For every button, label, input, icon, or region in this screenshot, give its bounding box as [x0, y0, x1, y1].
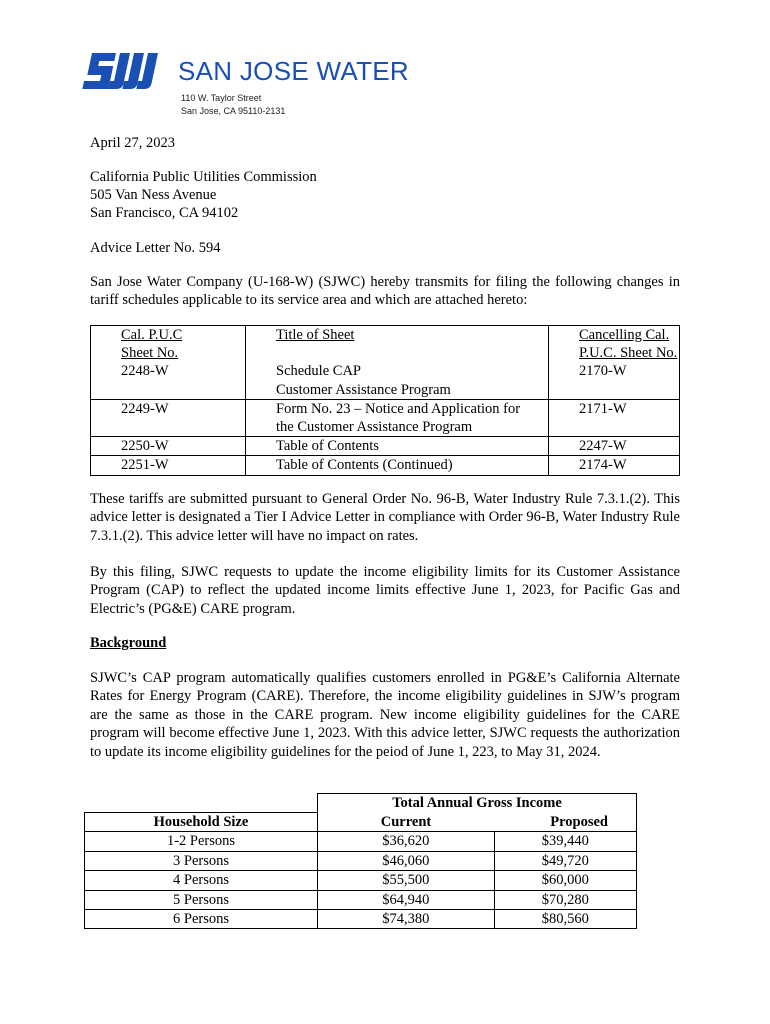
- background-heading: Background: [90, 635, 167, 651]
- income-current: $64,940: [318, 890, 495, 909]
- company-name: SAN JOSE WATER: [178, 56, 410, 86]
- recipient-line-3: San Francisco, CA 94102: [90, 205, 239, 221]
- tariff-row-1-cancelling: 2170-W: [579, 363, 627, 380]
- income-size: 5 Persons: [85, 890, 318, 909]
- header-current: Current: [318, 812, 495, 831]
- filing-paragraph: By this filing, SJWC requests to update the income eligibility limits for its Customer Assistance Program (CAP) to reflect the updated income limits effective June 1, 2023, for Pacific Gas and Electric’s (PG&E) CARE program.: [90, 564, 680, 617]
- tariff-row-3-sheet: 2250-W: [121, 438, 169, 455]
- income-proposed: $60,000: [494, 871, 637, 890]
- income-size: 1-2 Persons: [85, 832, 318, 851]
- header-sheet-line2: Sheet No.: [121, 345, 179, 362]
- address-line-1: 110 W. Taylor Street: [181, 93, 262, 103]
- income-group-header-row: [85, 794, 637, 813]
- tariff-header-row: [91, 326, 680, 400]
- tariff-row-4-sheet: 2251-W: [121, 457, 169, 474]
- tariff-header-title: [246, 326, 549, 400]
- table-row: [91, 456, 680, 475]
- tariff-row-2-cancelling: 2171-W: [579, 400, 627, 417]
- income-header-row: [85, 812, 637, 831]
- income-current: $46,060: [318, 851, 495, 870]
- income-size: 6 Persons: [85, 909, 318, 928]
- table-row: [91, 399, 680, 436]
- income-proposed: $80,560: [494, 909, 637, 928]
- tariff-row-3-title: Table of Contents: [276, 438, 379, 455]
- tariff-row-4-title: Table of Contents (Continued): [276, 457, 453, 474]
- tariff-row-1-title-line2: Customer Assistance Program: [276, 381, 451, 398]
- tariff-row-2-sheet: 2249-W: [121, 400, 169, 417]
- tariff-row-1-title-line1: Schedule CAP: [276, 363, 361, 380]
- income-table: [84, 793, 637, 929]
- table-row: [85, 890, 637, 909]
- tariff-row-2-title-line2: the Customer Assistance Program: [276, 419, 473, 436]
- tariff-header-sheet: [91, 326, 246, 400]
- header-title: Title of Sheet: [276, 327, 355, 343]
- income-proposed: $70,280: [494, 890, 637, 909]
- tariff-row-3-cancelling: 2247-W: [579, 438, 627, 455]
- income-group-header: Total Annual Gross Income: [318, 794, 637, 813]
- header-cancelling-line1: Cancelling Cal.: [579, 327, 670, 343]
- income-current: $55,500: [318, 871, 495, 890]
- header-cancelling-line2: P.U.C. Sheet No.: [579, 345, 678, 362]
- tariff-header-cancelling: [549, 326, 680, 400]
- header-sheet-line1: Cal. P.U.C: [121, 327, 183, 343]
- advice-letter-number: Advice Letter No. 594: [90, 240, 221, 256]
- recipient-line-2: 505 Van Ness Avenue: [90, 187, 217, 203]
- letter-date: April 27, 2023: [90, 135, 175, 151]
- recipient-line-1: California Public Utilities Commission: [90, 169, 317, 185]
- table-row: [85, 871, 637, 890]
- income-current: $36,620: [318, 832, 495, 851]
- background-paragraph: SJWC’s CAP program automatically qualifies customers enrolled in PG&E’s California Alternate Rates for Energy Program (CARE). Therefore, the income eligibility guidelines in SJW’s program are the same as those in the CARE program. New income eligibility guidelines for the CARE program will become effective June 1, 2023. With this advice letter, SJWC requests the authorization to update its income eligibility guidelines for the peiod of June 1, 223, to May 31, 2024.: [90, 670, 680, 760]
- table-row: [85, 909, 637, 928]
- tariffs-paragraph: These tariffs are submitted pursuant to General Order No. 96-B, Water Industry Rule 7.3.1.(2). This advice letter is designated a Tier I Advice Letter in compliance with Order 96-B, Water Industry Rule 7.3.1.(2). This advice letter will have no impact on rates.: [90, 491, 680, 544]
- tariff-table: [90, 325, 680, 476]
- address-line-2: San Jose, CA 95110-2131: [181, 106, 286, 116]
- sjw-logo: [80, 53, 170, 89]
- intro-paragraph: San Jose Water Company (U-168-W) (SJWC) hereby transmits for filing the following changes in tariff schedules applicable to its service area and which are attached hereto:: [90, 274, 680, 309]
- header-proposed: Proposed: [494, 812, 637, 831]
- tariff-row-4-cancelling: 2174-W: [579, 457, 627, 474]
- income-size: 3 Persons: [85, 851, 318, 870]
- income-size: 4 Persons: [85, 871, 318, 890]
- table-row: [91, 437, 680, 456]
- table-row: [85, 851, 637, 870]
- income-current: $74,380: [318, 909, 495, 928]
- table-row: [85, 832, 637, 851]
- income-proposed: $39,440: [494, 832, 637, 851]
- tariff-row-1-sheet: 2248-W: [121, 363, 169, 380]
- income-proposed: $49,720: [494, 851, 637, 870]
- tariff-row-2-title-line1: Form No. 23 – Notice and Application for: [276, 400, 521, 417]
- header-household-size: Household Size: [85, 812, 318, 831]
